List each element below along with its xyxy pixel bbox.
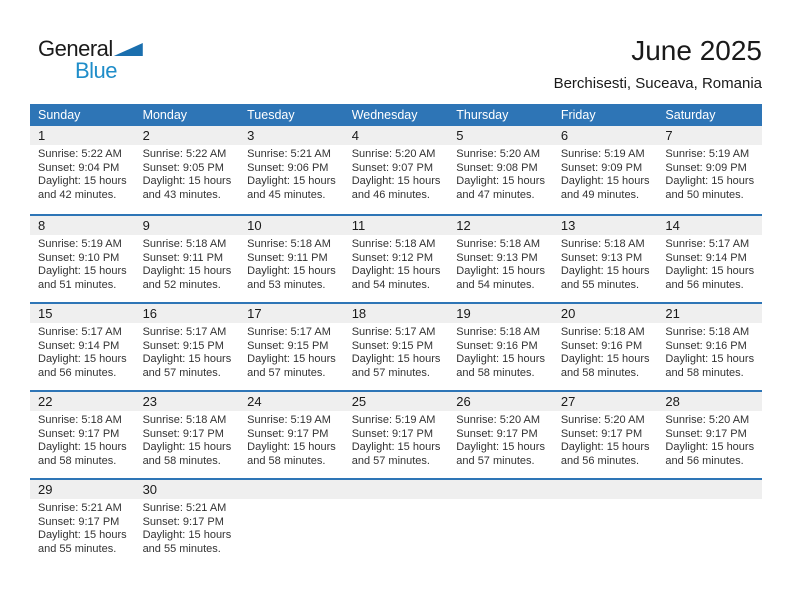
day-details xyxy=(657,235,762,292)
daylight-text-line2: and 58 minutes. xyxy=(665,366,744,379)
day-details xyxy=(448,323,553,380)
sunset-text: Sunset: 9:15 PM xyxy=(351,339,434,352)
sunrise-text: Sunrise: 5:19 AM xyxy=(665,148,750,160)
daylight-text-line1: Daylight: 15 hours xyxy=(351,353,441,365)
daylight-text-line2: and 57 minutes. xyxy=(456,454,535,467)
daylight-text-line2: and 54 minutes. xyxy=(351,278,430,291)
day-number: 29 xyxy=(30,480,135,499)
day-number: 6 xyxy=(553,126,658,145)
daylight-text-line2: and 51 minutes. xyxy=(38,278,117,291)
sunset-text: Sunset: 9:16 PM xyxy=(665,339,747,352)
daylight-text-line1: Daylight: 15 hours xyxy=(456,265,545,277)
daylight-text-line1: Daylight: 15 hours xyxy=(38,441,127,453)
sunrise-text: Sunrise: 5:18 AM xyxy=(560,238,645,250)
daylight-text-line2: and 58 minutes. xyxy=(38,454,117,467)
sunset-text: Sunset: 9:17 PM xyxy=(38,427,120,440)
weekday-header-saturday: Saturday xyxy=(665,108,716,122)
day-cell-11 xyxy=(344,216,449,302)
sunset-text: Sunset: 9:17 PM xyxy=(38,515,120,528)
weekday-header-sunday: Sunday xyxy=(38,108,81,122)
sunrise-text: Sunrise: 5:19 AM xyxy=(38,238,122,250)
daylight-text-line2: and 55 minutes. xyxy=(142,542,221,555)
daylight-text-line2: and 57 minutes. xyxy=(351,366,430,379)
daylight-text-line1: Daylight: 15 hours xyxy=(560,175,650,187)
daylight-text-line2: and 55 minutes. xyxy=(38,542,117,555)
calendar-weeks xyxy=(30,126,762,566)
day-cell-empty xyxy=(553,480,658,566)
logo-text-general: General xyxy=(38,36,113,61)
sunrise-text: Sunrise: 5:17 AM xyxy=(38,326,122,338)
day-cell-26 xyxy=(448,392,553,478)
sunset-text: Sunset: 9:05 PM xyxy=(142,161,224,174)
day-details xyxy=(553,411,658,468)
day-details xyxy=(135,411,240,468)
day-number: 2 xyxy=(135,126,240,145)
daylight-text-line1: Daylight: 15 hours xyxy=(142,265,232,277)
day-number: 27 xyxy=(553,392,658,411)
day-number: 16 xyxy=(135,304,240,323)
day-cell-4 xyxy=(344,126,449,214)
day-details xyxy=(448,145,553,202)
sunset-text: Sunset: 9:14 PM xyxy=(665,251,747,264)
sunset-text: Sunset: 9:16 PM xyxy=(456,339,538,352)
daylight-text-line2: and 46 minutes. xyxy=(351,188,430,201)
day-number xyxy=(553,480,658,499)
sunrise-text: Sunrise: 5:21 AM xyxy=(38,502,122,514)
day-details xyxy=(448,235,553,292)
sunrise-text: Sunrise: 5:18 AM xyxy=(665,326,750,338)
day-details xyxy=(553,145,658,202)
day-details xyxy=(344,145,449,202)
weekday-header-friday: Friday xyxy=(560,108,596,122)
day-details xyxy=(657,323,762,380)
sunset-text: Sunset: 9:13 PM xyxy=(560,251,643,264)
week-row-3 xyxy=(30,302,762,390)
sunrise-text: Sunrise: 5:17 AM xyxy=(665,238,750,250)
weekday-header-thursday: Thursday xyxy=(456,108,509,122)
sunset-text: Sunset: 9:17 PM xyxy=(142,515,224,528)
day-details xyxy=(553,323,658,380)
day-details xyxy=(239,235,344,292)
day-cell-15 xyxy=(30,304,135,390)
day-number xyxy=(448,480,553,499)
day-number: 3 xyxy=(239,126,344,145)
sunset-text: Sunset: 9:12 PM xyxy=(351,251,434,264)
day-number: 19 xyxy=(448,304,553,323)
sunset-text: Sunset: 9:14 PM xyxy=(38,339,120,352)
day-number: 15 xyxy=(30,304,135,323)
sunset-text: Sunset: 9:17 PM xyxy=(456,427,538,440)
daylight-text-line1: Daylight: 15 hours xyxy=(665,353,755,365)
sunset-text: Sunset: 9:13 PM xyxy=(456,251,538,264)
day-cell-14 xyxy=(657,216,762,302)
day-cell-6 xyxy=(553,126,658,214)
daylight-text-line1: Daylight: 15 hours xyxy=(560,353,650,365)
daylight-text-line1: Daylight: 15 hours xyxy=(351,441,441,453)
day-cell-25 xyxy=(344,392,449,478)
daylight-text-line1: Daylight: 15 hours xyxy=(456,175,545,187)
day-details xyxy=(448,411,553,468)
day-number: 10 xyxy=(239,216,344,235)
day-number: 25 xyxy=(344,392,449,411)
day-details xyxy=(135,235,240,292)
day-number: 14 xyxy=(657,216,762,235)
sunset-text: Sunset: 9:17 PM xyxy=(247,427,329,440)
daylight-text-line1: Daylight: 15 hours xyxy=(665,175,755,187)
daylight-text-line1: Daylight: 15 hours xyxy=(142,353,232,365)
day-details xyxy=(135,499,240,556)
week-row-4 xyxy=(30,390,762,478)
day-number: 28 xyxy=(657,392,762,411)
day-cell-9 xyxy=(135,216,240,302)
day-number: 7 xyxy=(657,126,762,145)
logo-text-blue: Blue xyxy=(75,58,118,83)
day-number: 5 xyxy=(448,126,553,145)
sunrise-text: Sunrise: 5:19 AM xyxy=(560,148,645,160)
daylight-text-line2: and 57 minutes. xyxy=(351,454,430,467)
calendar-table xyxy=(30,104,762,566)
sunset-text: Sunset: 9:17 PM xyxy=(665,427,747,440)
sunrise-text: Sunrise: 5:18 AM xyxy=(456,326,541,338)
daylight-text-line2: and 56 minutes. xyxy=(560,454,640,467)
day-cell-17 xyxy=(239,304,344,390)
sunrise-text: Sunrise: 5:20 AM xyxy=(665,414,750,426)
day-number: 9 xyxy=(135,216,240,235)
daylight-text-line1: Daylight: 15 hours xyxy=(38,175,127,187)
sunrise-text: Sunrise: 5:18 AM xyxy=(38,414,122,426)
daylight-text-line1: Daylight: 15 hours xyxy=(247,353,336,365)
day-number xyxy=(657,480,762,499)
day-cell-30 xyxy=(135,480,240,566)
sunset-text: Sunset: 9:11 PM xyxy=(247,251,328,264)
logo-triangle-icon xyxy=(114,43,143,56)
daylight-text-line2: and 57 minutes. xyxy=(247,366,326,379)
day-cell-10 xyxy=(239,216,344,302)
day-cell-empty xyxy=(657,480,762,566)
day-cell-16 xyxy=(135,304,240,390)
sunrise-text: Sunrise: 5:17 AM xyxy=(351,326,436,338)
location-subtitle: Berchisesti, Suceava, Romania xyxy=(553,75,762,92)
week-row-2 xyxy=(30,214,762,302)
day-number: 8 xyxy=(30,216,135,235)
day-cell-3 xyxy=(239,126,344,214)
daylight-text-line2: and 57 minutes. xyxy=(142,366,221,379)
sunset-text: Sunset: 9:06 PM xyxy=(247,161,329,174)
day-number: 13 xyxy=(553,216,658,235)
daylight-text-line2: and 54 minutes. xyxy=(456,278,535,291)
sunset-text: Sunset: 9:15 PM xyxy=(142,339,224,352)
day-details xyxy=(344,323,449,380)
daylight-text-line1: Daylight: 15 hours xyxy=(665,265,755,277)
sunset-text: Sunset: 9:04 PM xyxy=(38,161,120,174)
daylight-text-line1: Daylight: 15 hours xyxy=(456,353,545,365)
day-cell-empty xyxy=(239,480,344,566)
daylight-text-line2: and 53 minutes. xyxy=(247,278,326,291)
daylight-text-line1: Daylight: 15 hours xyxy=(456,441,545,453)
day-number: 30 xyxy=(135,480,240,499)
day-number: 4 xyxy=(344,126,449,145)
day-number: 24 xyxy=(239,392,344,411)
day-cell-24 xyxy=(239,392,344,478)
day-details xyxy=(344,235,449,292)
sunrise-text: Sunrise: 5:22 AM xyxy=(142,148,227,160)
sunset-text: Sunset: 9:08 PM xyxy=(456,161,538,174)
day-cell-5 xyxy=(448,126,553,214)
day-cell-27 xyxy=(553,392,658,478)
daylight-text-line2: and 45 minutes. xyxy=(247,188,326,201)
day-cell-12 xyxy=(448,216,553,302)
daylight-text-line1: Daylight: 15 hours xyxy=(142,441,232,453)
weekday-header-tuesday: Tuesday xyxy=(247,108,295,122)
title-block xyxy=(342,36,762,92)
day-number: 12 xyxy=(448,216,553,235)
day-details xyxy=(239,323,344,380)
sunrise-text: Sunrise: 5:22 AM xyxy=(38,148,122,160)
day-cell-21 xyxy=(657,304,762,390)
day-details xyxy=(30,145,135,202)
daylight-text-line1: Daylight: 15 hours xyxy=(38,265,127,277)
daylight-text-line2: and 47 minutes. xyxy=(456,188,535,201)
daylight-text-line2: and 58 minutes. xyxy=(247,454,326,467)
daylight-text-line1: Daylight: 15 hours xyxy=(665,441,755,453)
day-details xyxy=(135,323,240,380)
weekday-header-monday: Monday xyxy=(142,108,188,122)
day-cell-2 xyxy=(135,126,240,214)
day-cell-1 xyxy=(30,126,135,214)
day-details xyxy=(30,411,135,468)
day-cell-20 xyxy=(553,304,658,390)
day-cell-18 xyxy=(344,304,449,390)
daylight-text-line2: and 49 minutes. xyxy=(560,188,640,201)
sunset-text: Sunset: 9:11 PM xyxy=(142,251,224,264)
day-details xyxy=(344,411,449,468)
daylight-text-line1: Daylight: 15 hours xyxy=(142,175,232,187)
daylight-text-line2: and 42 minutes. xyxy=(38,188,117,201)
weekday-header-wednesday: Wednesday xyxy=(351,108,418,122)
sunset-text: Sunset: 9:17 PM xyxy=(142,427,224,440)
day-number: 21 xyxy=(657,304,762,323)
day-cell-13 xyxy=(553,216,658,302)
sunrise-text: Sunrise: 5:20 AM xyxy=(456,414,541,426)
day-number: 11 xyxy=(344,216,449,235)
sunset-text: Sunset: 9:15 PM xyxy=(247,339,329,352)
daylight-text-line1: Daylight: 15 hours xyxy=(560,441,650,453)
sunrise-text: Sunrise: 5:17 AM xyxy=(247,326,331,338)
day-number: 26 xyxy=(448,392,553,411)
day-details xyxy=(239,145,344,202)
day-number: 22 xyxy=(30,392,135,411)
day-number: 23 xyxy=(135,392,240,411)
day-details xyxy=(657,411,762,468)
day-details xyxy=(239,411,344,468)
sunrise-text: Sunrise: 5:19 AM xyxy=(351,414,436,426)
day-cell-23 xyxy=(135,392,240,478)
day-cell-7 xyxy=(657,126,762,214)
sunrise-text: Sunrise: 5:18 AM xyxy=(560,326,645,338)
daylight-text-line2: and 58 minutes. xyxy=(560,366,640,379)
sunset-text: Sunset: 9:09 PM xyxy=(665,161,747,174)
sunrise-text: Sunrise: 5:18 AM xyxy=(456,238,541,250)
daylight-text-line1: Daylight: 15 hours xyxy=(142,529,232,541)
sunset-text: Sunset: 9:17 PM xyxy=(351,427,434,440)
sunrise-text: Sunrise: 5:19 AM xyxy=(247,414,331,426)
daylight-text-line2: and 55 minutes. xyxy=(560,278,640,291)
daylight-text-line2: and 50 minutes. xyxy=(665,188,744,201)
sunset-text: Sunset: 9:07 PM xyxy=(351,161,434,174)
day-number: 18 xyxy=(344,304,449,323)
general-blue-logo xyxy=(38,36,178,84)
daylight-text-line1: Daylight: 15 hours xyxy=(351,265,441,277)
day-details xyxy=(30,235,135,292)
sunrise-text: Sunrise: 5:21 AM xyxy=(142,502,227,514)
day-details xyxy=(553,235,658,292)
sunrise-text: Sunrise: 5:20 AM xyxy=(351,148,436,160)
sunset-text: Sunset: 9:17 PM xyxy=(560,427,643,440)
daylight-text-line2: and 58 minutes. xyxy=(142,454,221,467)
daylight-text-line1: Daylight: 15 hours xyxy=(38,353,127,365)
sunrise-text: Sunrise: 5:21 AM xyxy=(247,148,331,160)
sunrise-text: Sunrise: 5:18 AM xyxy=(351,238,436,250)
sunrise-text: Sunrise: 5:18 AM xyxy=(247,238,331,250)
daylight-text-line1: Daylight: 15 hours xyxy=(247,265,336,277)
day-number: 17 xyxy=(239,304,344,323)
day-cell-22 xyxy=(30,392,135,478)
day-details xyxy=(30,323,135,380)
sunrise-text: Sunrise: 5:17 AM xyxy=(142,326,227,338)
daylight-text-line2: and 56 minutes. xyxy=(38,366,117,379)
week-row-5 xyxy=(30,478,762,566)
day-details xyxy=(135,145,240,202)
daylight-text-line1: Daylight: 15 hours xyxy=(351,175,441,187)
daylight-text-line1: Daylight: 15 hours xyxy=(560,265,650,277)
daylight-text-line1: Daylight: 15 hours xyxy=(247,441,336,453)
sunset-text: Sunset: 9:09 PM xyxy=(560,161,643,174)
sunrise-text: Sunrise: 5:18 AM xyxy=(142,238,227,250)
daylight-text-line1: Daylight: 15 hours xyxy=(247,175,336,187)
day-number xyxy=(344,480,449,499)
day-cell-28 xyxy=(657,392,762,478)
day-number xyxy=(239,480,344,499)
sunset-text: Sunset: 9:16 PM xyxy=(560,339,643,352)
sunrise-text: Sunrise: 5:20 AM xyxy=(560,414,645,426)
month-title: June 2025 xyxy=(631,35,762,66)
daylight-text-line2: and 52 minutes. xyxy=(142,278,221,291)
day-cell-empty xyxy=(344,480,449,566)
day-details xyxy=(30,499,135,556)
daylight-text-line2: and 43 minutes. xyxy=(142,188,221,201)
sunrise-text: Sunrise: 5:20 AM xyxy=(456,148,541,160)
day-number: 20 xyxy=(553,304,658,323)
day-cell-29 xyxy=(30,480,135,566)
day-number: 1 xyxy=(30,126,135,145)
daylight-text-line2: and 58 minutes. xyxy=(456,366,535,379)
sunset-text: Sunset: 9:10 PM xyxy=(38,251,120,264)
day-cell-empty xyxy=(448,480,553,566)
weekday-header-row xyxy=(30,104,762,126)
day-details xyxy=(657,145,762,202)
day-cell-8 xyxy=(30,216,135,302)
week-row-1 xyxy=(30,126,762,214)
daylight-text-line2: and 56 minutes. xyxy=(665,278,744,291)
daylight-text-line1: Daylight: 15 hours xyxy=(38,529,127,541)
sunrise-text: Sunrise: 5:18 AM xyxy=(142,414,227,426)
daylight-text-line2: and 56 minutes. xyxy=(665,454,744,467)
day-cell-19 xyxy=(448,304,553,390)
